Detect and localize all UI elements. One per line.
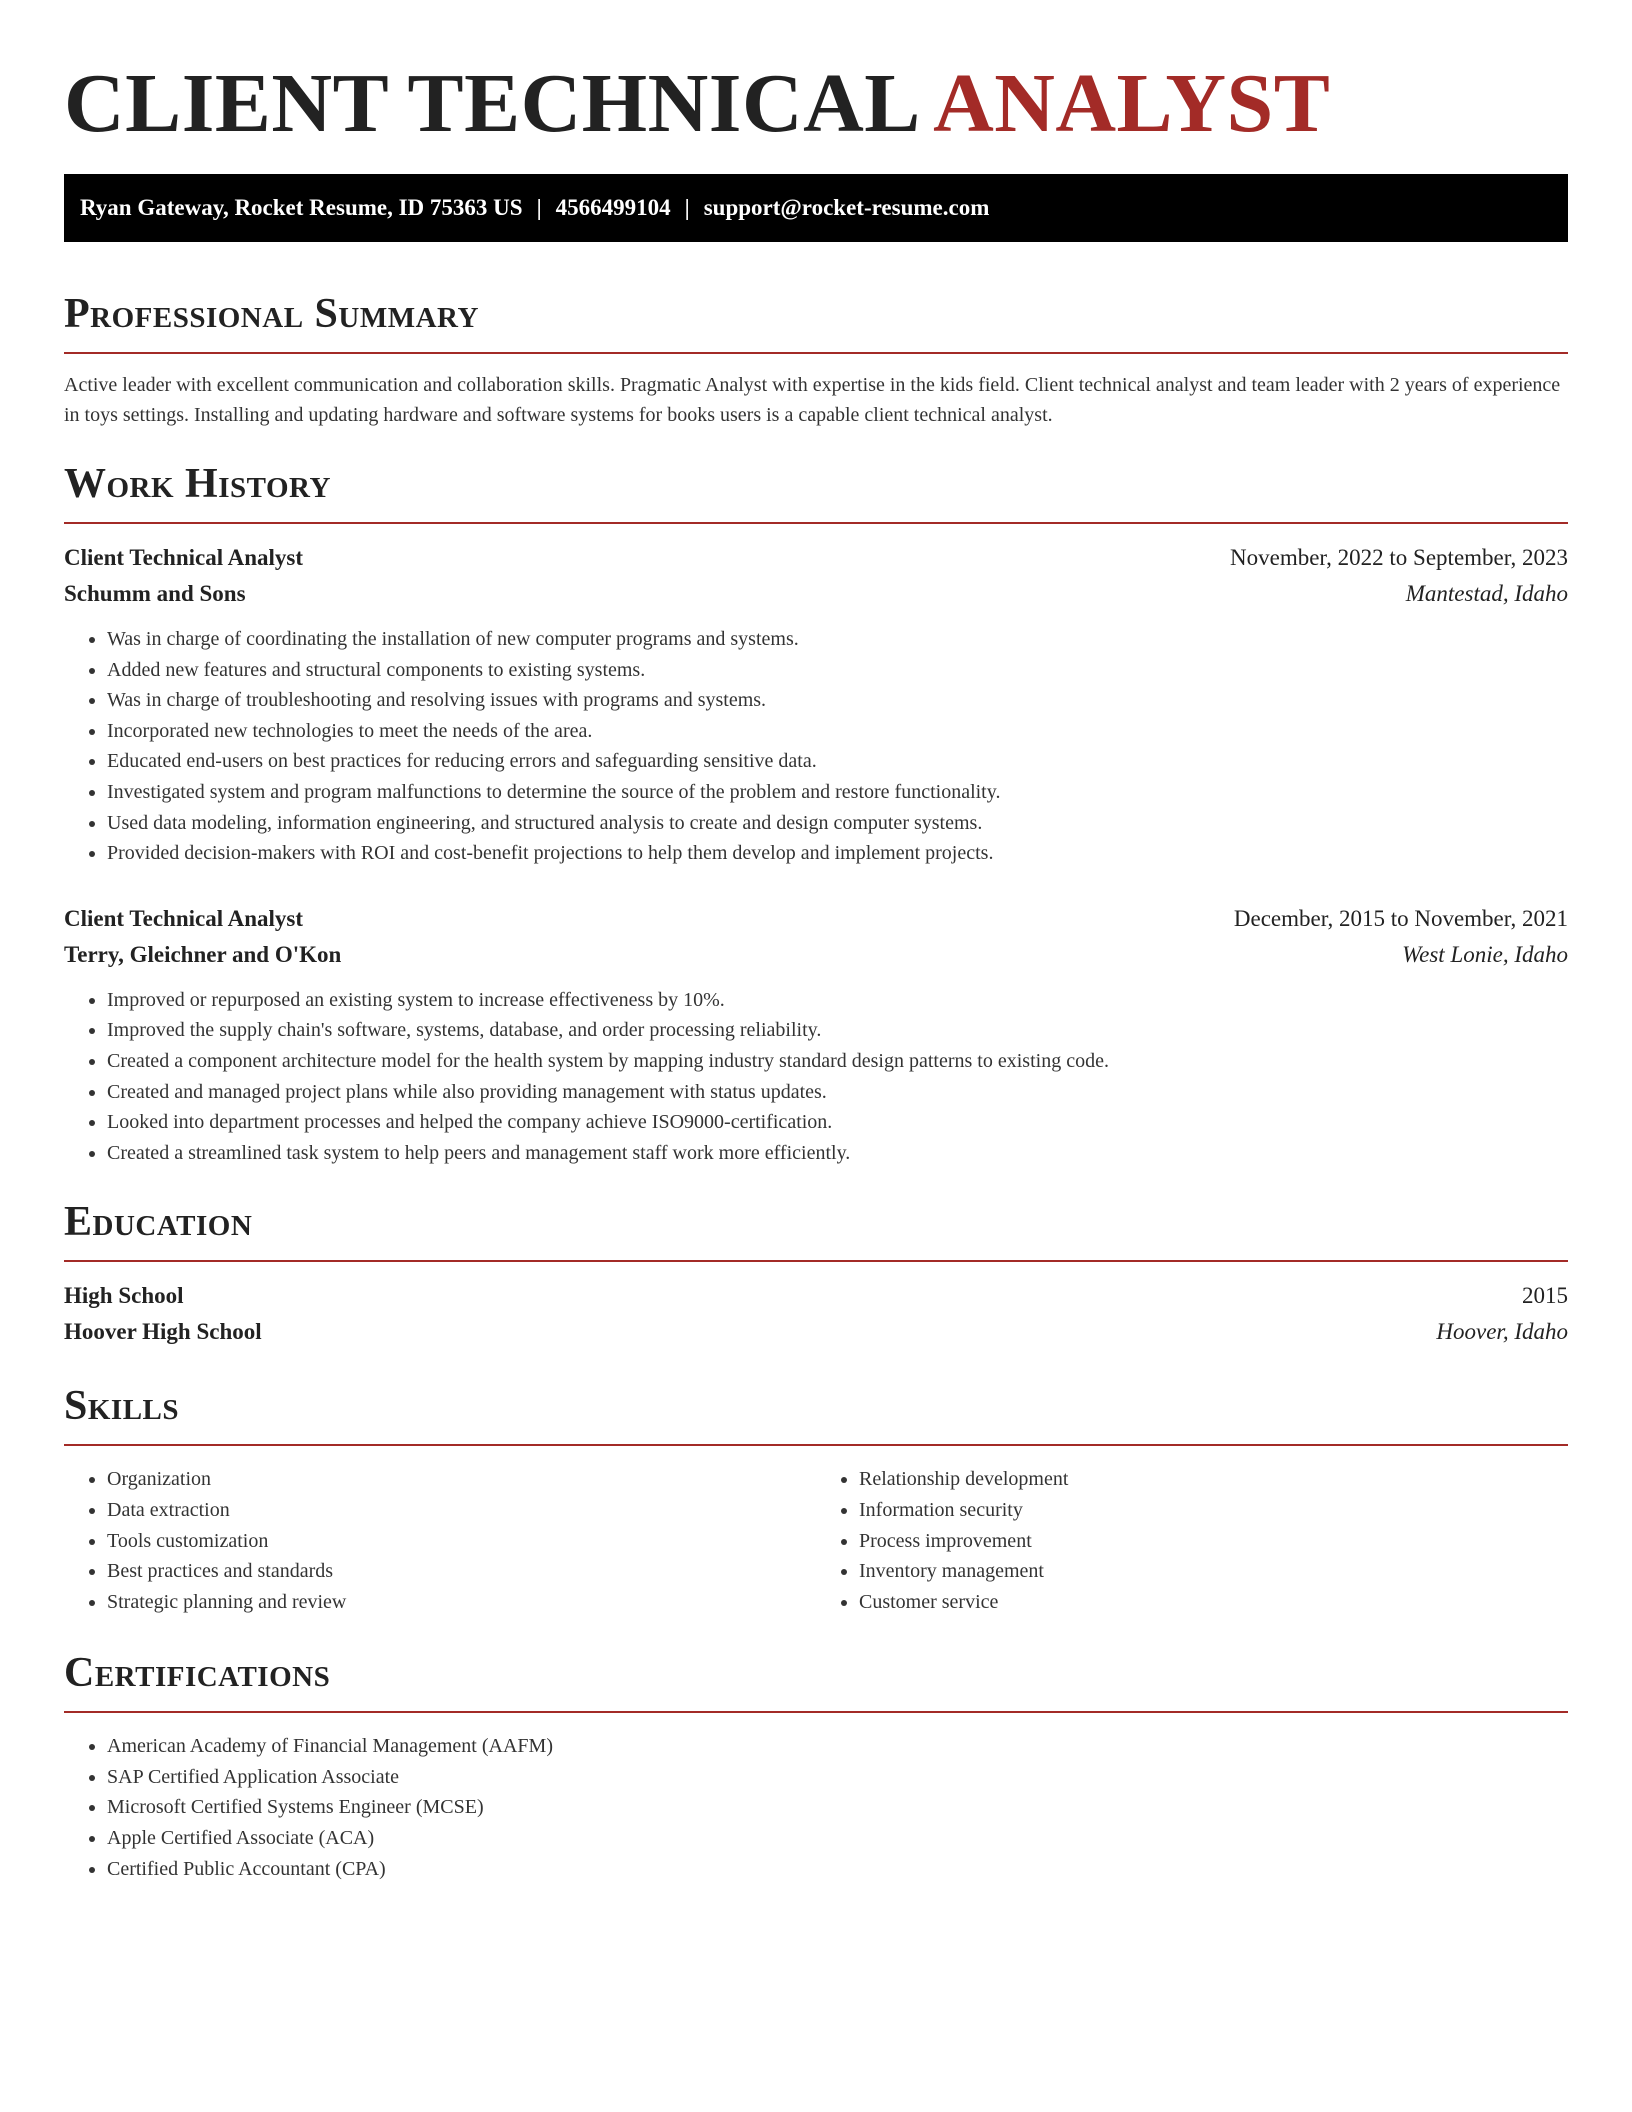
skill-item: • Customer service — [859, 1587, 1568, 1618]
title-accent: ANALYST — [933, 57, 1331, 150]
skill-item: • Best practices and standards — [107, 1556, 816, 1587]
job-role: Client Technical Analyst — [64, 905, 303, 931]
job-bullet: • Created a streamlined task system to help peers and management staff work more efficiently. — [107, 1138, 1568, 1169]
section-divider — [64, 1711, 1568, 1713]
section-divider — [64, 1260, 1568, 1262]
job-dates: December, 2015 to November, 2021 — [1233, 905, 1568, 931]
job-bullet: • Added new features and structural components to existing systems. — [107, 655, 1568, 686]
job-bullets — [64, 624, 1568, 869]
skill-item: • Information security — [859, 1495, 1568, 1526]
job-bullet: • Was in charge of coordinating the installation of new computer programs and systems. — [107, 624, 1568, 655]
contact-phone: 4566499104 — [555, 195, 671, 220]
work-history-section — [64, 456, 1568, 1168]
contact-bar — [64, 174, 1568, 242]
job-bullet: • Improved the supply chain's software, systems, database, and order processing reliability. — [107, 1015, 1568, 1046]
skill-item: • Tools customization — [107, 1526, 816, 1557]
skill-item: • Strategic planning and review — [107, 1587, 816, 1618]
education-year: 2015 — [1522, 1283, 1568, 1309]
education-section — [64, 1194, 1568, 1350]
job-bullet: • Looked into department processes and helped the company achieve ISO9000-certification. — [107, 1107, 1568, 1138]
summary-heading: Professional Summary — [64, 291, 479, 337]
job-bullet: • Investigated system and program malfunctions to determine the source of the problem and restore functionality. — [107, 777, 1568, 808]
contact-address: Ryan Gateway, Rocket Resume, ID 75363 US — [80, 195, 523, 220]
contact-separator: | — [684, 195, 690, 220]
work-history-heading: Work History — [64, 461, 331, 507]
certifications-heading: Certifications — [64, 1650, 331, 1697]
job-bullet: • Improved or repurposed an existing system to increase effectiveness by 10%. — [107, 985, 1568, 1016]
job-location: Mantestad, Idaho — [1405, 581, 1568, 606]
job-bullet: • Incorporated new technologies to meet the needs of the area. — [107, 716, 1568, 747]
resume-page — [64, 0, 1568, 1884]
job-location: West Lonie, Idaho — [1402, 941, 1568, 967]
education-entry — [64, 1278, 1568, 1350]
certifications-list — [64, 1731, 1568, 1884]
resume-title — [64, 58, 1568, 150]
skills-grid — [64, 1464, 1568, 1617]
job-bullet: • Used data modeling, information engineering, and structured analysis to create and design computer systems. — [107, 808, 1568, 839]
skills-section — [64, 1378, 1568, 1617]
job-entry — [64, 540, 1568, 869]
education-heading: Education — [64, 1199, 253, 1246]
job-bullet: • Created and managed project plans while also providing management with status updates. — [107, 1077, 1568, 1108]
job-bullet: • Educated end-users on best practices for reducing errors and safeguarding sensitive data. — [107, 746, 1568, 777]
job-bullet: • Created a component architecture model for the health system by mapping industry standard design patterns to existing code. — [107, 1046, 1568, 1077]
job-bullets — [64, 985, 1568, 1169]
summary-section — [64, 286, 1568, 430]
education-location: Hoover, Idaho — [1436, 1319, 1568, 1345]
job-company: Terry, Gleichner and O'Kon — [64, 941, 342, 967]
job-role: Client Technical Analyst — [64, 545, 303, 570]
skills-heading: Skills — [64, 1383, 180, 1430]
education-school: Hoover High School — [64, 1319, 262, 1345]
skills-list-left — [64, 1464, 816, 1617]
job-dates: November, 2022 to September, 2023 — [1230, 545, 1568, 570]
skill-item: • Organization — [107, 1464, 816, 1495]
contact-separator: | — [536, 195, 542, 220]
skill-item: • Relationship development — [859, 1464, 1568, 1495]
certification-item: • Apple Certified Associate (ACA) — [107, 1823, 1568, 1854]
certifications-section — [64, 1645, 1568, 1884]
job-entry — [64, 901, 1568, 1169]
section-divider — [64, 352, 1568, 354]
skill-item: • Process improvement — [859, 1526, 1568, 1557]
section-divider — [64, 1444, 1568, 1446]
skill-item: • Inventory management — [859, 1556, 1568, 1587]
certification-item: • American Academy of Financial Management (AAFM) — [107, 1731, 1568, 1762]
job-company: Schumm and Sons — [64, 581, 246, 606]
job-bullet: • Was in charge of troubleshooting and resolving issues with programs and systems. — [107, 685, 1568, 716]
skills-list-right — [816, 1464, 1568, 1617]
certification-item: • SAP Certified Application Associate — [107, 1762, 1568, 1793]
education-degree: High School — [64, 1283, 184, 1309]
section-divider — [64, 522, 1568, 524]
job-bullet: • Provided decision-makers with ROI and cost-benefit projections to help them develop and implement projects. — [107, 838, 1568, 869]
summary-text: Active leader with excellent communication and collaboration skills. Pragmatic Analyst with expertise in the kids field. Client technical analyst and team leader with 2 years of experience in toys settings. Installing and updating hardware and software systems for books users is a capable client technical analyst. — [64, 374, 1561, 426]
certification-item: • Microsoft Certified Systems Engineer (MCSE) — [107, 1792, 1568, 1823]
title-main: CLIENT TECHNICAL — [64, 57, 917, 150]
certification-item: • Certified Public Accountant (CPA) — [107, 1854, 1568, 1885]
contact-email: support@rocket-resume.com — [703, 195, 990, 220]
skill-item: • Data extraction — [107, 1495, 816, 1526]
